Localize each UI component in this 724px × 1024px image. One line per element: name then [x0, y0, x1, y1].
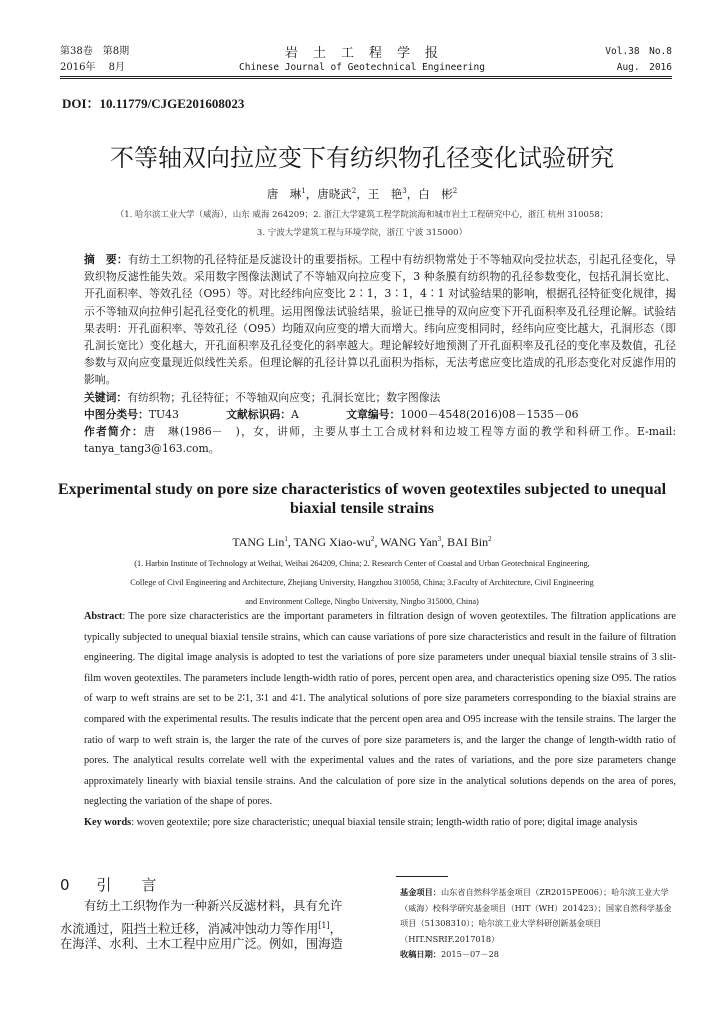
authors-zh — [0, 186, 724, 202]
clc-label: 中图分类号： — [84, 407, 149, 421]
intro-ref: [1] — [318, 921, 330, 930]
keywords-zh-label: 关键词： — [84, 390, 128, 404]
header-year-zh: 2016年 8月 — [60, 62, 125, 73]
abstract-zh — [84, 251, 676, 389]
keywords-zh — [84, 389, 676, 406]
header-volume-zh: 第38卷 第8期 — [60, 46, 130, 57]
author-en-1: TANG Lin — [232, 535, 285, 549]
author-zh-1-sup: 1 — [301, 187, 306, 196]
author-en-2-sup: 2 — [371, 535, 375, 543]
doc-code-value: A — [291, 407, 299, 421]
intro-line-3: 在海洋、水利、土木工程中应用广泛。例如，围海造 — [60, 937, 343, 951]
authors-en — [0, 535, 724, 550]
affiliation-en-1: (1. Harbin Institute of Technology at Weihai, Weihai 264209, China; 2. Research Center of Coastal and Urban Geotechnical Engineering, — [134, 559, 590, 568]
author-zh-3-sup: 3 — [402, 187, 407, 196]
title-zh: 不等轴双向拉应变下有纺织物孔径变化试验研究 — [110, 144, 614, 172]
affiliation-en-3: and Environment College, Ningbo University, Ningbo 315000, China) — [245, 597, 479, 606]
footnote — [400, 885, 676, 963]
keywords-en — [84, 813, 676, 834]
article-no-value: 1000－4548(2016)08－1535－06 — [400, 407, 579, 421]
author-zh-2-sup: 2 — [351, 187, 357, 196]
intro-line-2: 水流通过，阻挡土粒迁移，消减冲蚀动力等作用 — [60, 922, 319, 937]
header-journal-en: Chinese Journal of Geotechnical Engineering — [239, 62, 485, 73]
author-en-3-sup: 3 — [437, 535, 442, 543]
affiliation-zh-2: 3. 宁波大学建筑工程与环境学院，浙江 宁波 315000） — [256, 228, 468, 238]
author-zh-2: ，唐晓武 — [305, 187, 352, 201]
section-0-number: 0 — [60, 876, 70, 894]
abstract-zh-text: 有纺土工织物的孔径特征是反滤设计的重要指标。工程中有纺织物常处于不等轴双向受拉状态，引起孔径变化，导致织物反滤性能失效。采用数字图像法测试了不等轴双向拉应变下，3 种条膜有纺织物的孔径参数变化，包括孔洞长宽比、开孔面积率、等效孔径（O95）等。对比经纬向应变比 2∶1，3∶1，4∶1 对试验结果的影响，根据孔径特征变化规律，揭示不等轴双向拉伸引起孔径变化的机理。运用图像法试验结果，验证已推导的双向应变下开孔面积率及孔径理论解。试验结果表明：开孔面积率、等效孔径（O95）均随双向应变的增大而增大。纬向应变相同时，经纬向应变比越大，孔洞形态（即孔洞长宽比）变化越大，开孔面积率及孔径变化的斜率越大。理论解较好地预测了开孔面积率及孔径的变化率及数值，孔径参数与双向应变量现近似线性关系。但理论解的孔径计算以孔面积为指标，无法考虑应变比造成的孔形态变化对反滤作用的影响。 — [84, 253, 677, 387]
header-volume-en: Vol.38 No.8 — [605, 46, 672, 57]
author-zh-3: ，王 艳 — [356, 187, 403, 201]
clc-value: TU43 — [148, 407, 179, 421]
doc-code-label: 文献标识码： — [226, 407, 292, 421]
affiliation-en-2: College of Civil Engineering and Architecture, Zhejiang University, Hangzhou 310058, China; 3.Faculty of Architecture, Civil Engineering — [130, 578, 594, 587]
received-label: 收稿日期： — [400, 949, 441, 960]
affiliation-zh-1: （1. 哈尔滨工业大学（威海），山东 威海 264209；2. 浙江大学建筑工程学院滨海和城市岩土工程研究中心，浙江 杭州 310058； — [115, 210, 609, 220]
header-rule-2 — [60, 78, 672, 79]
abstract-en-label: Abstract — [84, 611, 123, 622]
title-en: Experimental study on pore size characteristics of woven geotextiles subjected to unequal biaxial tensile strains — [57, 481, 667, 517]
abstract-en-text: : The pore size characteristics are the important parameters in filtration design of woven geotextiles. The filtration applications are typically subjected to unequal biaxial tensile strains, which can cause variations of pore size characteristics and result in the failure of filtration engineering. The digital image analysis is adopted to test the variations of pore size parameters under unequal biaxial tensile strains of 3 slit-film woven geotextiles. The parameters include length-width ratio of pores, percent open area, and characteristics opening size O95. The ratios of warp to weft strains are set to be 2∶1, 3∶1 and 4∶1. The analytical solutions of pore size parameters corresponding to the biaxial strains are compared with the experimental results. The results indicate that the percent open area and O95 increase with the tensile strains. The larger the ratio of warp to weft strain is, the larger the rate of the curves of pore size parameters is, and the larger the change of length-width ratio of pores. The analytical results correlate well with the experimental values and the rates of variations, and the pore size parameters change approximately linearly with biaxial tensile strains. And the calculation of pore size in the analytical solutions depends on the area of pores, neglecting the variation of the shape of pores. — [84, 611, 676, 808]
funding — [400, 885, 676, 947]
keywords-zh-text: 有纺织物；孔径特征；不等轴双向应变；孔洞长宽比；数字图像法 — [127, 390, 441, 404]
article-no-label: 文章编号： — [346, 407, 401, 421]
keywords-en-label: Key words — [84, 816, 132, 828]
bio-zh-label: 作者简介： — [84, 425, 144, 439]
funding-label: 基金项目： — [400, 887, 441, 897]
author-zh-4-sup: 2 — [452, 187, 458, 196]
abstract-zh-label: 摘 要： — [84, 253, 128, 266]
section-0-title: 引 言 — [96, 876, 157, 894]
received-date — [400, 947, 676, 963]
author-en-2: , TANG Xiao-wu — [287, 535, 372, 549]
author-zh-1: 唐 琳 — [266, 187, 302, 201]
doi: DOI：10.11779/CJGE201608023 — [62, 96, 245, 111]
footnote-rule — [396, 876, 448, 877]
received-value: 2015－07－28 — [440, 949, 500, 960]
abstract-en-block — [84, 607, 676, 834]
bio-zh-text: 唐 琳(1986－ )，女，讲师，主要从事土工合成材料和边坡工程等方面的教学和科研工作。E-mail: tanya_tang3@163.com。 — [84, 425, 676, 456]
author-en-4: , BAI Bin — [441, 535, 489, 549]
author-en-4-sup: 2 — [488, 535, 492, 543]
header-journal-zh: 岩 土 工 程 学 报 — [284, 46, 439, 61]
classification-zh — [84, 406, 676, 423]
author-en-3: , WANG Yan — [374, 535, 438, 549]
bio-zh — [84, 423, 676, 457]
funding-text: 山东省自然科学基金项目（ZR2015PE006）；哈尔滨工业大学（威海）校科学研究基金项目（HIT（WH）201423）；国家自然科学基金项目（51308310）；哈尔滨工业大学科研创新基金项目（HIT.NSRIF.2017018） — [400, 887, 672, 944]
header-rule — [60, 76, 672, 77]
intro-line-2-tail: ， — [329, 922, 342, 937]
intro-line-1: 有纺土工织物作为一种新兴反滤材料，具有允许 — [84, 899, 343, 913]
author-en-1-sup: 1 — [284, 535, 288, 543]
header-date-en: Aug. 2016 — [616, 62, 672, 73]
author-zh-4: ，白 彬 — [406, 187, 453, 201]
abstract-zh-block — [84, 251, 676, 457]
abstract-en — [84, 607, 676, 813]
keywords-en-text: : woven geotextile; pore size characteristic; unequal biaxial tensile strain; length-width ratio of pore; digital image analysis — [131, 816, 638, 828]
section-0-heading — [60, 874, 156, 895]
